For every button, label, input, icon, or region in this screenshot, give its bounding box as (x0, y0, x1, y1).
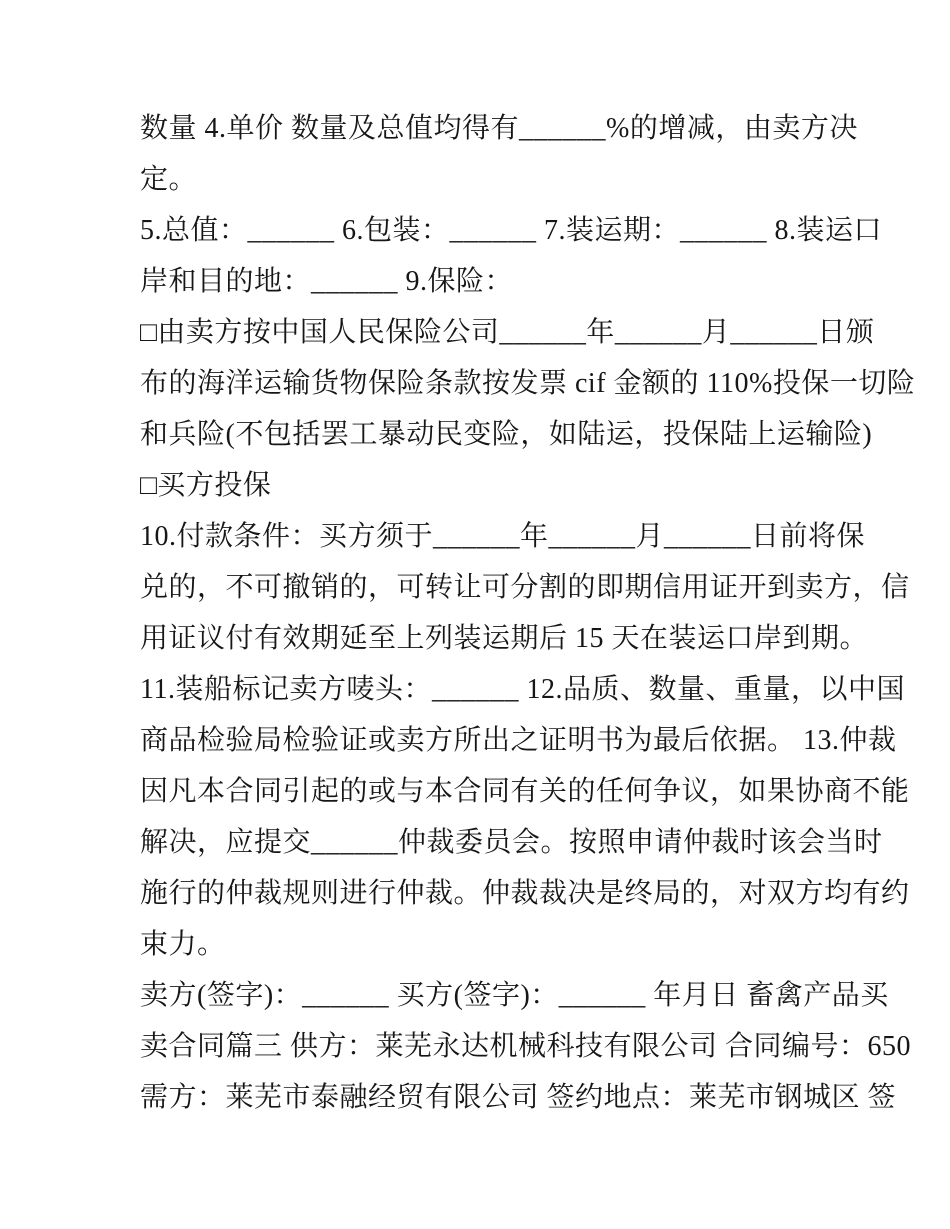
document-line: 数量 4.单价 数量及总值均得有______%的增减，由卖方决 (140, 113, 858, 144)
document-line: 束力。 (140, 929, 226, 960)
document-line-supplier: 卖合同篇三 供方：莱芜永达机械科技有限公司 合同编号：650 (140, 1031, 912, 1062)
contract-text-block (140, 103, 916, 1123)
document-line: 因凡本合同引起的或与本合同有关的任何争议，如果协商不能 (140, 776, 910, 807)
document-line: 布的海洋运输货物保险条款按发票 cif 金额的 110%投保一切险 (140, 368, 916, 399)
document-line-signatures: 卖方(签字)：______ 买方(签字)：______ 年月日 畜禽产品买 (140, 980, 889, 1011)
document-line-buyer: 需方：莱芜市泰融经贸有限公司 签约地点：莱芜市钢城区 签 (140, 1082, 897, 1113)
document-line: 11.装船标记卖方唛头：______ 12.品质、数量、重量，以中国 (140, 674, 905, 705)
document-line: 商品检验局检验证或卖方所出之证明书为最后依据。 13.仲裁 (140, 725, 897, 756)
document-line-insurance-seller-checkbox: □由卖方按中国人民保险公司______年______月______日颁 (140, 317, 875, 348)
document-line: 解决，应提交______仲裁委员会。按照申请仲裁时该会当时 (140, 827, 883, 858)
document-line: 施行的仲裁规则进行仲裁。仲裁裁决是终局的，对双方均有约 (140, 878, 910, 909)
document-line: 定。 (140, 164, 198, 195)
document-line: 和兵险(不包括罢工暴动民变险，如陆运，投保陆上运输险) (140, 419, 873, 450)
document-line: 5.总值：______ 6.包装：______ 7.装运期：______ 8.装运口 (140, 215, 883, 246)
document-line: 用证议付有效期延至上列装运期后 15 天在装运口岸到期。 (140, 623, 869, 654)
document-line: 岸和目的地：______ 9.保险： (140, 266, 514, 297)
document-line-insurance-buyer-checkbox: □买方投保 (140, 470, 272, 501)
document-line: 兑的，不可撤销的，可转让可分割的即期信用证开到卖方，信 (140, 572, 910, 603)
document-line: 10.付款条件：买方须于______年______月______日前将保 (140, 521, 866, 552)
